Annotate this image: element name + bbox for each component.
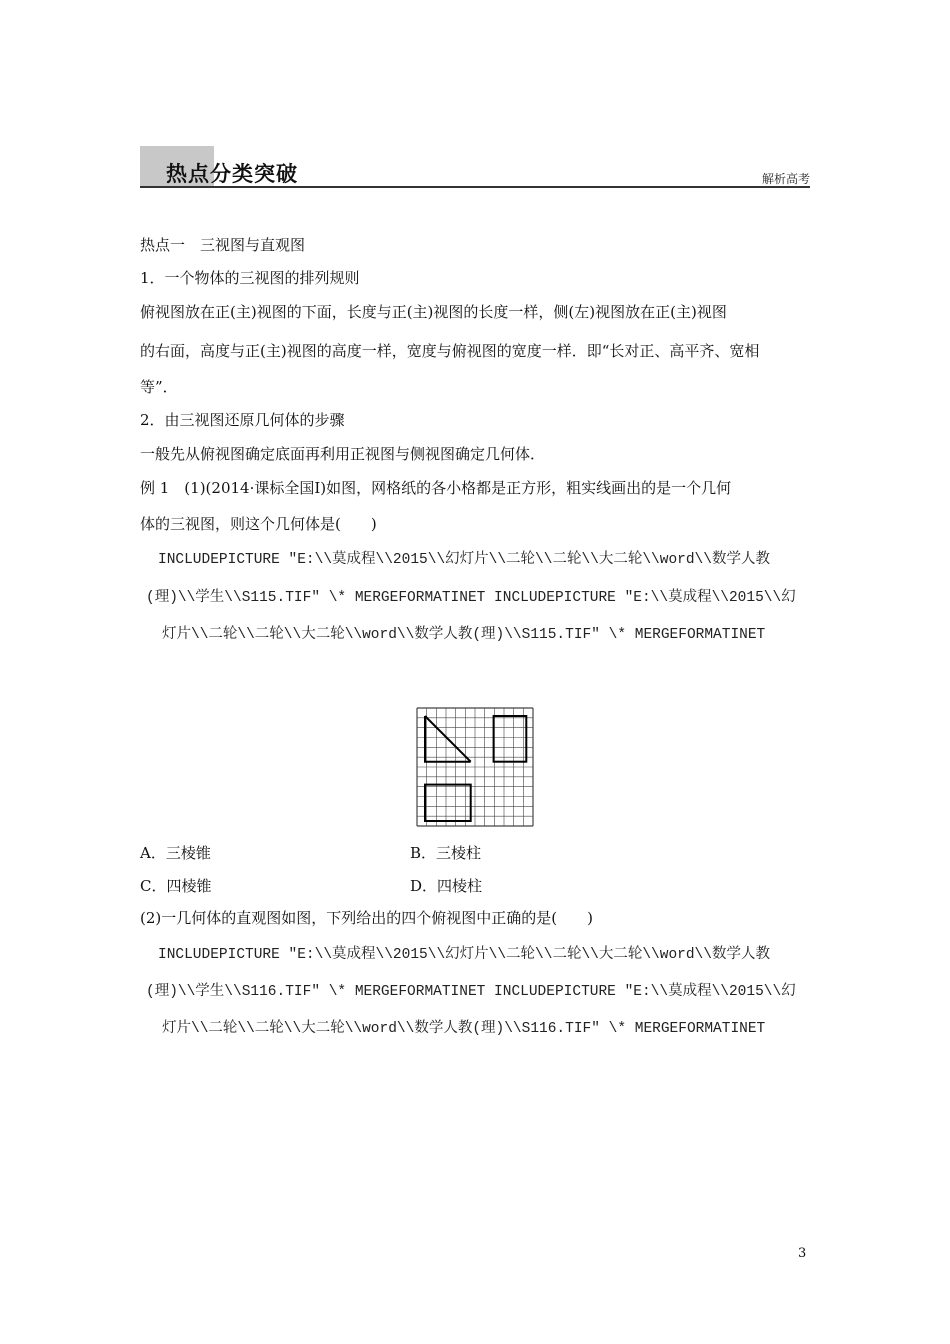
field-code-2-line2: (理)\\学生\\S116.TIF" \* MERGEFORMATINET INCLUDEPICTURE "E:\\莫成程\\2015\\幻 — [146, 984, 796, 1000]
option-b: B．三棱柱 — [410, 844, 482, 862]
three-view-figure — [416, 707, 534, 827]
item1-title: 1．一个物体的三视图的排列规则 — [140, 269, 360, 287]
top-view-rectangle — [425, 785, 471, 821]
option-d: D．四棱柱 — [410, 877, 483, 895]
field-code-2-line3: 灯片\\二轮\\二轮\\大二轮\\word\\数学人教(理)\\S116.TIF" \* MERGEFORMATINET — [162, 1021, 766, 1037]
example-line1: 例 1 (1)(2014·课标全国Ⅰ)如图，网格纸的各小格都是正方形，粗实线画出的是一个几何 — [140, 479, 732, 497]
item1-line2: 的右面，高度与正(主)视图的高度一样，宽度与俯视图的宽度一样．即“长对正、高平齐、宽相 — [140, 342, 760, 360]
item2-title: 2．由三视图还原几何体的步骤 — [140, 411, 345, 429]
example-line2: 体的三视图，则这个几何体是( ) — [140, 515, 377, 533]
header-rule — [140, 186, 810, 188]
section-title: 热点一 三视图与直观图 — [140, 236, 306, 254]
side-view-rectangle — [494, 716, 527, 762]
field-code-1-line3: 灯片\\二轮\\二轮\\大二轮\\word\\数学人教(理)\\S115.TIF" \* MERGEFORMATINET — [162, 627, 766, 643]
field-code-1-line1: INCLUDEPICTURE "E:\\莫成程\\2015\\幻灯片\\二轮\\二轮\\大二轮\\word\\数学人教 — [158, 552, 770, 568]
option-c: C．四棱锥 — [140, 877, 212, 895]
question-2: (2)一几何体的直观图如图，下列给出的四个俯视图中正确的是( ) — [140, 909, 593, 927]
item2-line1: 一般先从俯视图确定底面再利用正视图与侧视图确定几何体． — [140, 445, 546, 463]
item1-line1: 俯视图放在正(主)视图的下面，长度与正(主)视图的长度一样，侧(左)视图放在正(主)视图 — [140, 303, 727, 321]
header-right-label: 解析高考 — [761, 172, 810, 186]
field-code-1-line2: (理)\\学生\\S115.TIF" \* MERGEFORMATINET INCLUDEPICTURE "E:\\莫成程\\2015\\幻 — [146, 590, 796, 606]
front-view-diagonal — [425, 716, 471, 762]
page-number: 3 — [798, 1246, 807, 1261]
option-a: A．三棱锥 — [140, 844, 211, 862]
page-title: 热点分类突破 — [166, 162, 298, 186]
item1-line3: 等”． — [140, 378, 178, 396]
field-code-2-line1: INCLUDEPICTURE "E:\\莫成程\\2015\\幻灯片\\二轮\\二轮\\大二轮\\word\\数学人教 — [158, 947, 770, 963]
